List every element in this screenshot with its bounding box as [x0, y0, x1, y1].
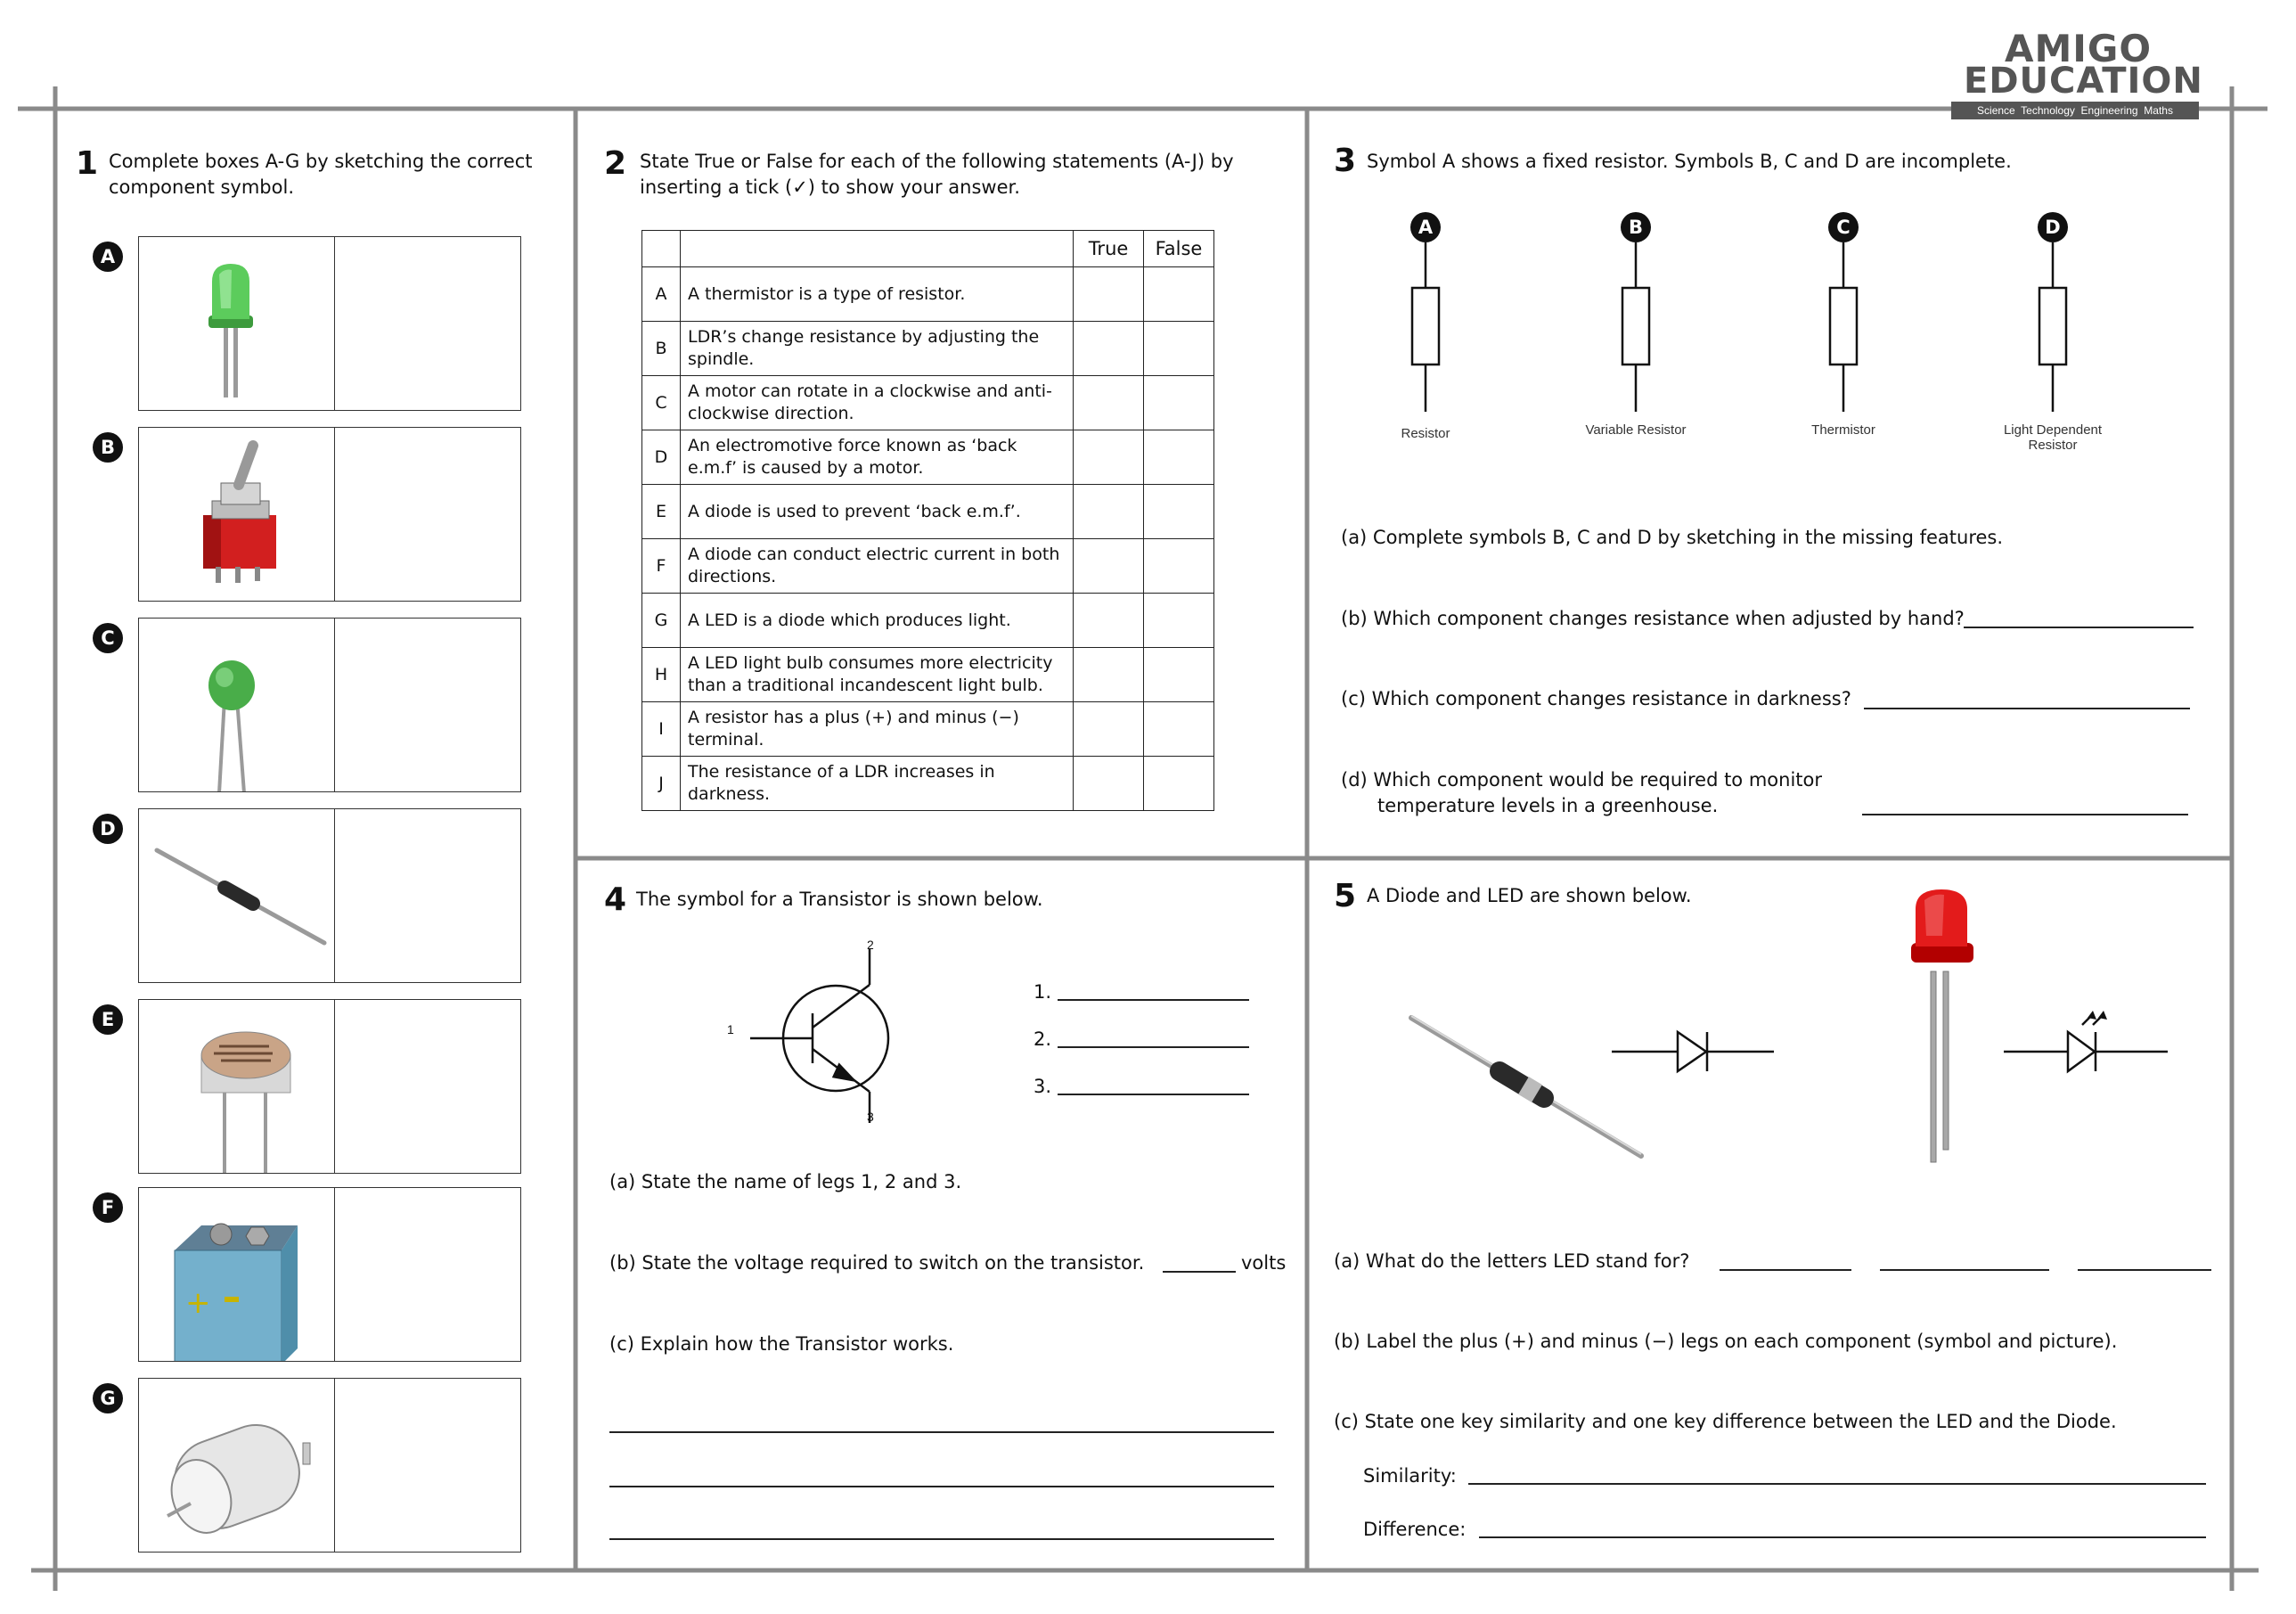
row-statement: A diode can conduct electric current in both directions. [681, 539, 1074, 594]
table-row [642, 322, 1214, 376]
q1-box-g [138, 1378, 521, 1553]
q3-symbol-badge-c: C [1828, 212, 1859, 242]
q4-answer-2-line[interactable] [1058, 1046, 1249, 1048]
q1-label-a: A [93, 242, 123, 272]
q3-b-answer-line[interactable] [1964, 627, 2194, 628]
q5-number: 5 [1334, 878, 1357, 914]
q4-number: 4 [604, 881, 627, 918]
table-row [642, 702, 1214, 757]
diode-symbol [1608, 1025, 1777, 1078]
q1-label-g: G [93, 1383, 123, 1413]
table-row [642, 376, 1214, 430]
table-row [642, 757, 1214, 811]
q5-part-b: (b) Label the plus (+) and minus (−) legs on each component (symbol and picture). [1334, 1331, 2118, 1352]
true-cell[interactable] [1074, 267, 1144, 322]
true-cell[interactable] [1074, 757, 1144, 811]
row-letter: I [642, 702, 681, 757]
q1-component-picture [139, 1379, 334, 1552]
row-letter: C [642, 376, 681, 430]
row-statement: The resistance of a LDR increases in darkness. [681, 757, 1074, 811]
q3-symbol-label-line-2: Resistor [2028, 438, 2078, 453]
q4-part-b: (b) State the voltage required to switch on the transistor. [609, 1252, 1145, 1274]
row-letter: D [642, 430, 681, 485]
false-cell[interactable] [1144, 702, 1214, 757]
q3-symbol-label-d [1973, 422, 2133, 453]
true-cell[interactable] [1074, 485, 1144, 539]
q1-box-f [138, 1187, 521, 1362]
q5-similarity-label: Similarity: [1363, 1465, 1457, 1487]
false-cell[interactable] [1144, 539, 1214, 594]
q1-box-e [138, 999, 521, 1174]
row-statement: An electromotive force known as ‘back e.m.f’ is caused by a motor. [681, 430, 1074, 485]
logo-tagline: Science Technology Engineering Maths [1951, 102, 2199, 119]
q1-box-c [138, 618, 521, 792]
header-false: False [1144, 231, 1214, 267]
q3-number: 3 [1334, 143, 1357, 179]
q1-sketch-area-e[interactable] [335, 1000, 520, 1173]
q1-label-c: C [93, 623, 123, 653]
q1-sketch-area-g[interactable] [335, 1379, 520, 1552]
row-statement: A LED is a diode which produces light. [681, 594, 1074, 648]
q1-label-d: D [93, 814, 123, 844]
false-cell[interactable] [1144, 648, 1214, 702]
table-row [642, 594, 1214, 648]
svg-text:+: + [185, 1285, 211, 1321]
q1-label-e: E [93, 1004, 123, 1035]
q1-label-f: F [93, 1192, 123, 1223]
q4-part-c: (c) Explain how the Transistor works. [609, 1333, 954, 1355]
q1-box-d [138, 808, 521, 983]
q3-part-c: (c) Which component changes resistance in darkness? [1341, 688, 1851, 709]
q1-component-picture [139, 1188, 334, 1361]
q5-difference-label: Difference: [1363, 1519, 1467, 1540]
true-false-table [641, 230, 1214, 811]
transistor-leg-1-label: 1 [727, 1022, 734, 1036]
q4-b-unit: volts [1241, 1252, 1287, 1274]
q5-part-a: (a) What do the letters LED stand for? [1334, 1250, 1690, 1272]
q4-answer-1-line[interactable] [1058, 999, 1249, 1001]
q1-component-picture [139, 619, 334, 791]
amigo-education-logo [1949, 27, 2204, 123]
q5-prompt: A Diode and LED are shown below. [1367, 885, 1692, 906]
q3-symbol-label-line-1: Light Dependent [2003, 422, 2103, 438]
q1-sketch-area-c[interactable] [335, 619, 520, 791]
false-cell[interactable] [1144, 376, 1214, 430]
row-statement: A thermistor is a type of resistor. [681, 267, 1074, 322]
q3-symbol-c[interactable] [1826, 242, 1861, 412]
q5-difference-line[interactable] [1479, 1536, 2206, 1538]
q3-symbol-badge-b: B [1621, 212, 1651, 242]
led-symbol [2000, 998, 2178, 1078]
true-cell[interactable] [1074, 702, 1144, 757]
q4-b-answer-line[interactable] [1163, 1271, 1236, 1273]
q3-symbol-badge-a: A [1410, 212, 1441, 242]
q2-prompt: State True or False for each of the following statements (A-J) by inserting a tick (✓) to show your answer. [640, 151, 1234, 198]
q1-sketch-area-b[interactable] [335, 428, 520, 601]
header-true: True [1074, 231, 1144, 267]
true-cell[interactable] [1074, 376, 1144, 430]
q1-sketch-area-a[interactable] [335, 237, 520, 410]
q1-prompt: Complete boxes A-G by sketching the correct component symbol. [109, 151, 533, 198]
q1-component-picture [139, 809, 334, 982]
true-cell[interactable] [1074, 539, 1144, 594]
logo-line-2: EDUCATION [1964, 61, 2203, 102]
logo-line-1: AMIGO [2005, 27, 2153, 70]
q3-prompt: Symbol A shows a fixed resistor. Symbols B, C and D are incomplete. [1367, 151, 2012, 172]
table-corner [642, 231, 681, 267]
transistor-leg-3-label: 3 [867, 1110, 874, 1124]
q4-c-answer-line-1[interactable] [609, 1431, 1274, 1433]
q3-part-b: (b) Which component changes resistance when adjusted by hand? [1341, 608, 1965, 629]
q3-symbol-b[interactable] [1618, 242, 1654, 412]
row-letter: A [642, 267, 681, 322]
q3-part-d-line2: temperature levels in a greenhouse. [1377, 795, 1719, 816]
q3-part-a: (a) Complete symbols B, C and D by sketching in the missing features. [1341, 527, 2004, 548]
q3-symbol-label-a: Resistor [1401, 426, 1450, 441]
true-cell[interactable] [1074, 430, 1144, 485]
q3-c-answer-line[interactable] [1864, 708, 2190, 709]
q5-similarity-line[interactable] [1468, 1483, 2206, 1485]
table-row [642, 648, 1214, 702]
q1-sketch-area-f[interactable] [335, 1188, 520, 1361]
q4-c-answer-line-3[interactable] [609, 1538, 1274, 1540]
false-cell[interactable] [1144, 757, 1214, 811]
false-cell[interactable] [1144, 322, 1214, 376]
q4-c-answer-line-2[interactable] [609, 1486, 1274, 1487]
row-statement: A resistor has a plus (+) and minus (−) terminal. [681, 702, 1074, 757]
row-statement: LDR’s change resistance by adjusting the spindle. [681, 322, 1074, 376]
q5-a-answer-line-1[interactable] [1720, 1269, 1851, 1271]
q4-answer-2-label: 2. [1034, 1028, 1052, 1050]
false-cell[interactable] [1144, 430, 1214, 485]
q5-a-answer-line-3[interactable] [2078, 1269, 2211, 1271]
q3-part-d-line1: (d) Which component would be required to monitor [1341, 769, 1822, 791]
led-picture [1898, 882, 1987, 1176]
q1-component-picture [139, 428, 334, 601]
true-cell[interactable] [1074, 322, 1144, 376]
q3-symbol-d[interactable] [2035, 242, 2071, 412]
row-letter: G [642, 594, 681, 648]
transistor-symbol [713, 931, 918, 1136]
true-cell[interactable] [1074, 594, 1144, 648]
row-statement: A LED light bulb consumes more electricity than a traditional incandescent light bulb. [681, 648, 1074, 702]
true-cell[interactable] [1074, 648, 1144, 702]
table-row [642, 430, 1214, 485]
q5-part-c: (c) State one key similarity and one key difference between the LED and the Diode. [1334, 1411, 2117, 1432]
q5-a-answer-line-2[interactable] [1880, 1269, 2049, 1271]
q1-box-a [138, 236, 521, 411]
q1-component-picture [139, 237, 334, 410]
row-letter: F [642, 539, 681, 594]
q2-number: 2 [604, 145, 627, 182]
table-row [642, 539, 1214, 594]
table-row [642, 267, 1214, 322]
q1-label-b: B [93, 432, 123, 463]
row-letter: B [642, 322, 681, 376]
q4-prompt: The symbol for a Transistor is shown below. [636, 889, 1043, 910]
q4-part-a: (a) State the name of legs 1, 2 and 3. [609, 1171, 962, 1192]
q3-symbol-badge-d: D [2038, 212, 2068, 242]
table-header-blank [681, 231, 1074, 267]
row-letter: E [642, 485, 681, 539]
false-cell[interactable] [1144, 594, 1214, 648]
false-cell[interactable] [1144, 485, 1214, 539]
q3-d-answer-line[interactable] [1862, 814, 2188, 815]
q1-sketch-area-d[interactable] [335, 809, 520, 982]
q1-box-b [138, 427, 521, 602]
q1-component-picture [139, 1000, 334, 1173]
false-cell[interactable] [1144, 267, 1214, 322]
q1-number: 1 [76, 145, 99, 182]
row-statement: A motor can rotate in a clockwise and anti-clockwise direction. [681, 376, 1074, 430]
row-letter: H [642, 648, 681, 702]
q4-answer-3-line[interactable] [1058, 1094, 1249, 1095]
row-letter: J [642, 757, 681, 811]
q3-symbol-a [1408, 242, 1443, 412]
row-statement: A diode is used to prevent ‘back e.m.f’. [681, 485, 1074, 539]
q3-symbol-label-c: Thermistor [1811, 422, 1875, 438]
table-row [642, 485, 1214, 539]
q4-answer-1-label: 1. [1034, 981, 1052, 1003]
transistor-leg-2-label: 2 [867, 938, 874, 952]
q4-answer-3-label: 3. [1034, 1076, 1052, 1097]
q3-symbol-label-b: Variable Resistor [1585, 422, 1687, 438]
